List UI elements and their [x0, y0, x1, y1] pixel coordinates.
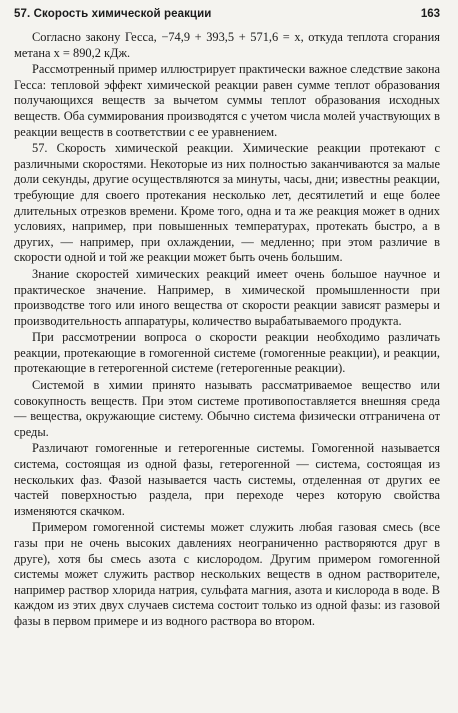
paragraph: Различают гомогенные и гетерогенные системы. Гомогенной называется система, состоящая из одной фазы, гетерогенной — система, состоящая из нескольких фаз. Фазой называется часть системы, отделенная от других ее частей поверхностью раздела, при переходе через которую свойства изменяются скачком.: [14, 441, 440, 518]
paragraph: Системой в химии принято называть рассматриваемое вещество или совокупность веществ. При этом системе противопоставляется внешняя среда — вещества, окружающие систему. Обычно система физически отграничена от среды.: [14, 378, 440, 439]
paragraph: 57. Скорость химической реакции. Химические реакции протекают с различными скоростями. Некоторые из них полностью заканчиваются за малые доли секунды, другие осуществляются за минуты, часы, дни; известны реакции, требующие для своего протекания несколько лет, десятилетий и еще более длительных отрезков времени. Кроме того, одна и та же реакция может в одних условиях, например, при повышенных температурах, протекать быстро, а в других, — например, при охлаждении, — медленно; при этом различие в скорости одной и той же реакции может быть очень большим.: [14, 141, 440, 265]
page-number: 163: [420, 8, 440, 20]
paragraph: Примером гомогенной системы может служить любая газовая смесь (все газы при не очень высоких давлениях неограниченно растворяются друг в друге), хотя бы смесь азота с кислородом. Другим примером гомогенной системы может служить раствор нескольких веществ в одном растворителе, например раствор хлорида натрия, сульфата магния, азота и кислорода в воде. В каждом из этих двух случаев система состоит только из одной фазы: из газовой фазы в первом примере и из водного раствора во втором.: [14, 520, 440, 628]
body-text: [14, 30, 440, 630]
paragraph: Знание скоростей химических реакций имеет очень большое научное и практическое значение. Например, в химической промышленности при производстве того или иного вещества от скорости реакции зависят размеры и производительность аппаратуры, количество вырабатываемого продукта.: [14, 266, 440, 328]
running-header: [14, 8, 440, 30]
section-title: 57. Скорость химической реакции: [14, 8, 212, 20]
paragraph: Согласно закону Гесса, −74,9 + 393,5 + 571,6 = x, откуда теплота сгорания метана x = 890,2 кДж.: [14, 30, 440, 60]
paragraph: При рассмотрении вопроса о скорости реакции необходимо различать реакции, протекающие в гомогенной системе (гомогенные реакции), и реакции, протекающие в гетерогенной системе (гетерогенные реакции).: [14, 330, 440, 376]
paragraph: Рассмотренный пример иллюстрирует практически важное следствие закона Гесса: тепловой эффект химической реакции равен сумме теплот образования получающихся веществ за вычетом суммы теплот образования исходных веществ. Оба суммирования производятся с учетом числа молей участвующих в реакции веществ в соответствии с ее уравнением.: [14, 62, 440, 139]
